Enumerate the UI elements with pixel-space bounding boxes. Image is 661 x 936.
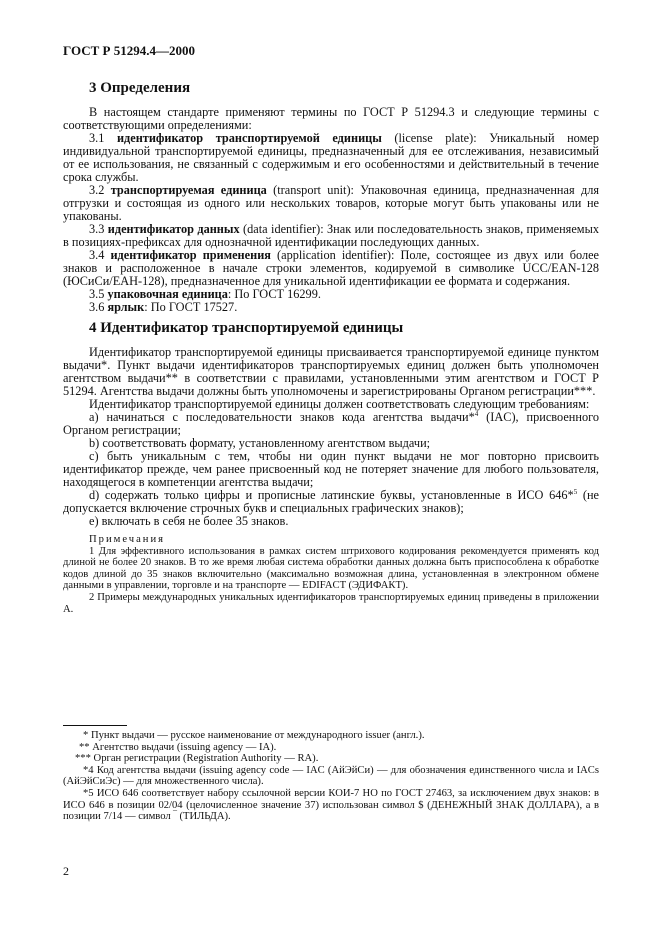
footnote-divider [63,725,127,726]
notes [63,534,599,615]
definition-5: 3.5 упаковочная единица: По ГОСТ 16299. [89,287,321,301]
requirement-e: e) включать в себя не более 35 знаков. [89,514,289,528]
section-4-requirements: Идентификатор транспортируемой единицы должен соответствовать следующим требованиям: [89,397,590,411]
footnote-mark: * [83,730,91,741]
section-4-paragraph: Идентификатор транспортируемой единицы присваивается транспортируемой единице пунктом выдачи*. Пункт выдачи идентификаторов транспортируемых единиц должен быть уполномочен агентством выдачи** в соответствии с правилами, установленными этим агентством и ГОСТ Р 51294. Агентства выдачи должны быть уполномочены и зарегистрированы Органом регистрации***. [63,345,599,398]
footnote: * Пункт выдачи — русское наименование от международного issuer (англ.). [83,730,425,741]
requirement-b: b) соответствовать формату, установленному агентством выдачи; [89,436,431,450]
section-3-intro: В настоящем стандарте применяют термины по ГОСТ Р 51294.3 и следующие термины с соответствующими определениями: [63,105,599,132]
document-header: ГОСТ Р 51294.4—2000 [63,43,195,58]
footnote: *4 Код агентства выдачи (issuing agency code — IAC (АйЭйСи) — для обозначения единственного числа и IACs (АйЭйСиЭс) — для множественного числа). [63,764,599,788]
definition-6: 3.6 ярлык: По ГОСТ 17527. [89,300,238,314]
term: транспортируемая единица [110,183,267,197]
footnote-mark: *** [75,753,94,765]
note-1: 1 Для эффективного использования в рамках систем штрихового кодирования рекомендуется применять код длиной не более 20 знаков. В то же время любая система обработки данных должна быть приспособлена к обработке кодов длиной до 35 знаков включительно (максимально возможная длина, установленная в электронном обмене данными в управлении, торговле и на транспорте — EDIFACT (ЭДИФАКТ). [63,545,599,592]
definition-2: 3.2 транспортируемая единица (transport unit): Упаковочная единица, предназначенная для отгрузки и состоящая из одного или нескольких товаров, которые могут быть упакованы или не упакованы. [63,183,599,223]
notes-title: Примечания [89,534,165,545]
section-4-title: 4 Идентификатор транспортируемой единицы [89,320,404,336]
footnote: *5 ИСО 646 соответствует набору ссылочной версии КОИ-7 НО по ГОСТ 27463, за исключением двух знаков: в ИСО 646 в позиции 02/04 (целочисленное значение 37) использован символ $ (ДЕНЕЖНЫЙ ЗНАК ДОЛЛАРА), а в позиции 7/14 — символ ‾ (ТИЛЬДА). [63,787,599,823]
term: идентификатор данных [107,222,240,236]
section-3 [63,80,599,314]
footnote: ** Агентство выдачи (issuing agency — IA). [79,741,277,753]
footnote-mark: *5 [83,787,97,799]
requirement-d: d) содержать только цифры и прописные латинские буквы, установленные в ИСО 646*$^5$ (не допускается включение строчных букв и специальных графических знаков); [63,487,599,515]
term: идентификатор применения [110,248,271,262]
requirement-a: a) начинаться с последовательности знаков кода агентства выдачи*$^4$ (IAC), присвоенного Органом регистрации; [63,409,599,437]
footnotes [63,730,599,823]
requirement-c: c) быть уникальным с тем, чтобы ни один пункт выдачи не мог повторно присвоить идентификатор прежде, чем ранее присвоенный код не потеряет значение для любого пользователя, находящегося в компетенции агентства выдачи; [63,449,599,489]
definition-4: 3.4 идентификатор применения (application identifier): Поле, состоящее из двух или более знаков и расположенное в начале строки элементов, кодируемой в символике UCC/EAN-128 (ЮСиСи/ЕАН-128), предназначенное для уникальной идентификации ее формата и содержания. [63,248,599,288]
definition-1: 3.1 идентификатор транспортируемой единицы (license plate): Уникальный номер индивидуальной транспортируемой единицы, предназначенный для ее отслеживания, независимый от ее использования, не связанный с содержимым и его особенностями и действительный в течение срока службы. [63,131,599,184]
term: упаковочная единица [107,287,228,301]
note-2: 2 Примеры международных уникальных идентификаторов транспортируемых единиц приведены в приложении А. [63,591,599,615]
definition-3: 3.3 идентификатор данных (data identifier): Знак или последовательность знаков, применяемых в позициях-префиксах для однозначной идентификации последующих данных. [63,222,599,249]
term: идентификатор транспортируемой единицы [116,131,382,145]
section-4 [63,320,599,615]
page-number: 2 [63,864,69,878]
footnote-mark: *4 [83,764,97,776]
term: ярлык [107,300,145,314]
section-3-title: 3 Определения [89,80,191,96]
footnote: *** Орган регистрации (Registration Authority — RA). [75,753,319,765]
footnote-mark: ** [79,741,93,753]
